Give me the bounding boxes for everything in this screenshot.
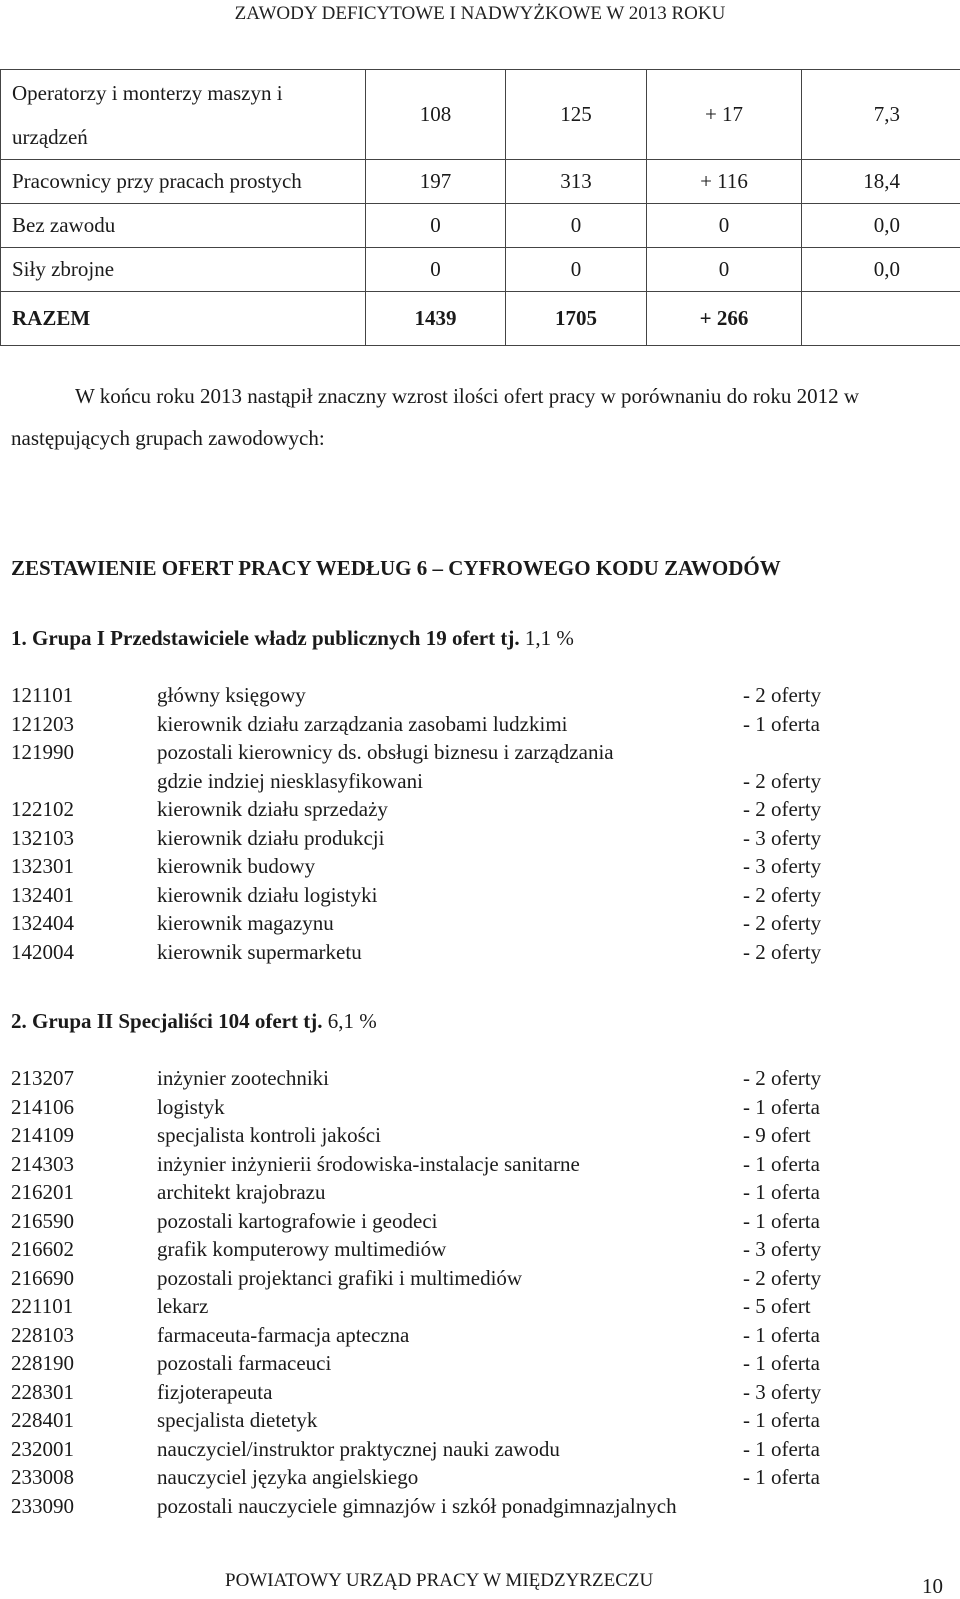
job-name: specjalista dietetyk bbox=[157, 1406, 317, 1435]
offer-count: - 1 oferta bbox=[743, 1349, 820, 1378]
job-code: 121203 bbox=[11, 710, 74, 739]
list-item bbox=[11, 1435, 951, 1464]
job-name: pozostali projektanci grafiki i multimediów bbox=[157, 1264, 522, 1293]
list-item bbox=[11, 1064, 951, 1093]
group2-pct: 6,1 % bbox=[328, 1009, 377, 1033]
value-diff: + 17 bbox=[647, 70, 802, 160]
intro-paragraph bbox=[11, 375, 941, 459]
offer-count: - 5 ofert bbox=[743, 1292, 811, 1321]
job-code: 232001 bbox=[11, 1435, 74, 1464]
value-2013: 125 bbox=[506, 70, 647, 160]
group2-list bbox=[11, 1064, 951, 1520]
table-row bbox=[1, 204, 960, 248]
list-item bbox=[11, 1406, 951, 1435]
row-label: Bez zawodu bbox=[1, 204, 366, 248]
job-name: kierownik działu sprzedaży bbox=[157, 795, 388, 824]
job-name: fizjoterapeuta bbox=[157, 1378, 272, 1407]
value-diff: 0 bbox=[647, 204, 802, 248]
value-diff: + 116 bbox=[647, 160, 802, 204]
job-code: 122102 bbox=[11, 795, 74, 824]
list-item bbox=[11, 881, 951, 910]
stats-table bbox=[0, 69, 960, 346]
value-2012: 0 bbox=[366, 248, 506, 292]
job-name: inżynier zootechniki bbox=[157, 1064, 329, 1093]
group1-list bbox=[11, 681, 951, 966]
job-name: kierownik działu logistyki bbox=[157, 881, 377, 910]
job-code: 121101 bbox=[11, 681, 73, 710]
row-label: RAZEM bbox=[1, 292, 366, 346]
value-pct bbox=[802, 292, 960, 346]
offer-count: - 1 oferta bbox=[743, 1178, 820, 1207]
job-code: 216590 bbox=[11, 1207, 74, 1236]
list-item bbox=[11, 1264, 951, 1293]
job-code: 221101 bbox=[11, 1292, 73, 1321]
offer-count: - 1 oferta bbox=[743, 1435, 820, 1464]
job-code: 132301 bbox=[11, 852, 74, 881]
value-2012: 1439 bbox=[366, 292, 506, 346]
value-pct: 0,0 bbox=[802, 248, 960, 292]
list-item bbox=[11, 681, 951, 710]
table-row bbox=[1, 248, 960, 292]
offer-count: - 1 oferta bbox=[743, 1207, 820, 1236]
job-code: 216690 bbox=[11, 1264, 74, 1293]
job-name: kierownik supermarketu bbox=[157, 938, 362, 967]
offer-count: - 3 oferty bbox=[743, 852, 821, 881]
list-item bbox=[11, 1093, 951, 1122]
offer-count: - 1 oferta bbox=[743, 1406, 820, 1435]
value-2013: 313 bbox=[506, 160, 647, 204]
row-label: Operatorzy i monterzy maszyn i urządzeń bbox=[1, 70, 366, 160]
job-name: pozostali nauczyciele gimnazjów i szkół ponadgimnazjalnych bbox=[157, 1492, 677, 1521]
value-2013: 0 bbox=[506, 248, 647, 292]
job-name: farmaceuta-farmacja apteczna bbox=[157, 1321, 409, 1350]
offer-count: - 3 oferty bbox=[743, 1378, 821, 1407]
job-code: 213207 bbox=[11, 1064, 74, 1093]
job-code: 132404 bbox=[11, 909, 74, 938]
list-item bbox=[11, 1121, 951, 1150]
job-code: 132103 bbox=[11, 824, 74, 853]
list-item bbox=[11, 824, 951, 853]
value-diff: 0 bbox=[647, 248, 802, 292]
row-label: Siły zbrojne bbox=[1, 248, 366, 292]
offer-count: - 2 oferty bbox=[743, 909, 821, 938]
job-code: 228103 bbox=[11, 1321, 74, 1350]
list-item bbox=[11, 1321, 951, 1350]
list-item bbox=[11, 938, 951, 967]
value-2012: 0 bbox=[366, 204, 506, 248]
list-item bbox=[11, 738, 951, 767]
group2-heading bbox=[11, 1009, 377, 1034]
value-2012: 108 bbox=[366, 70, 506, 160]
job-name: pozostali kartografowie i geodeci bbox=[157, 1207, 437, 1236]
table-row-total bbox=[1, 292, 960, 346]
job-name: nauczyciel języka angielskiego bbox=[157, 1463, 418, 1492]
job-name: nauczyciel/instruktor praktycznej nauki zawodu bbox=[157, 1435, 560, 1464]
list-item bbox=[11, 710, 951, 739]
offer-count: - 2 oferty bbox=[743, 795, 821, 824]
offer-count: - 3 oferty bbox=[743, 824, 821, 853]
offer-count: - 1 oferta bbox=[743, 710, 820, 739]
offer-count: - 1 oferta bbox=[743, 1463, 820, 1492]
value-2013: 1705 bbox=[506, 292, 647, 346]
row-label: Pracownicy przy pracach prostych bbox=[1, 160, 366, 204]
list-item bbox=[11, 1207, 951, 1236]
job-name: gdzie indziej niesklasyfikowani bbox=[157, 767, 423, 796]
job-name: inżynier inżynierii środowiska-instalacje sanitarne bbox=[157, 1150, 580, 1179]
job-name: kierownik działu zarządzania zasobami ludzkimi bbox=[157, 710, 568, 739]
job-code: 228401 bbox=[11, 1406, 74, 1435]
value-pct: 0,0 bbox=[802, 204, 960, 248]
list-item bbox=[11, 852, 951, 881]
intro-text: W końcu roku 2013 nastąpił znaczny wzrost ilości ofert pracy w porównaniu do roku 2012 w następujących grupach zawodowych: bbox=[11, 384, 859, 450]
job-code: 121990 bbox=[11, 738, 74, 767]
offer-count: - 3 oferty bbox=[743, 1235, 821, 1264]
value-pct: 7,3 bbox=[802, 70, 960, 160]
group1-heading bbox=[11, 626, 574, 651]
job-name: pozostali farmaceuci bbox=[157, 1349, 331, 1378]
job-name: kierownik działu produkcji bbox=[157, 824, 384, 853]
job-code: 228301 bbox=[11, 1378, 74, 1407]
job-code: 228190 bbox=[11, 1349, 74, 1378]
offer-count: - 9 ofert bbox=[743, 1121, 811, 1150]
list-item bbox=[11, 909, 951, 938]
table-row bbox=[1, 160, 960, 204]
job-name: logistyk bbox=[157, 1093, 225, 1122]
list-item bbox=[11, 1235, 951, 1264]
list-item bbox=[11, 1463, 951, 1492]
offer-count: - 1 oferta bbox=[743, 1321, 820, 1350]
job-code: 142004 bbox=[11, 938, 74, 967]
job-code: 214303 bbox=[11, 1150, 74, 1179]
group1-heading-text: 1. Grupa I Przedstawiciele władz publicznych 19 ofert tj. bbox=[11, 626, 520, 650]
list-item bbox=[11, 1150, 951, 1179]
job-name: lekarz bbox=[157, 1292, 208, 1321]
job-name: główny księgowy bbox=[157, 681, 306, 710]
offer-count: - 2 oferty bbox=[743, 1064, 821, 1093]
list-item bbox=[11, 1349, 951, 1378]
job-code: 216201 bbox=[11, 1178, 74, 1207]
value-pct: 18,4 bbox=[802, 160, 960, 204]
job-code: 233090 bbox=[11, 1492, 74, 1521]
list-item bbox=[11, 1292, 951, 1321]
job-name: kierownik budowy bbox=[157, 852, 315, 881]
offer-count: - 2 oferty bbox=[743, 767, 821, 796]
job-name: pozostali kierownicy ds. obsługi biznesu i zarządzania bbox=[157, 738, 614, 767]
value-diff: + 266 bbox=[647, 292, 802, 346]
list-item bbox=[11, 1492, 951, 1521]
group2-heading-text: 2. Grupa II Specjaliści 104 ofert tj. bbox=[11, 1009, 322, 1033]
job-name: architekt krajobrazu bbox=[157, 1178, 326, 1207]
table-row bbox=[1, 70, 960, 160]
offer-count: - 1 oferta bbox=[743, 1150, 820, 1179]
value-2012: 197 bbox=[366, 160, 506, 204]
list-item bbox=[11, 1178, 951, 1207]
job-name: kierownik magazynu bbox=[157, 909, 334, 938]
offer-count: - 2 oferty bbox=[743, 681, 821, 710]
list-item bbox=[11, 795, 951, 824]
page-header: ZAWODY DEFICYTOWE I NADWYŻKOWE W 2013 ROKU bbox=[0, 0, 960, 25]
list-item bbox=[11, 1378, 951, 1407]
list-item bbox=[11, 767, 951, 796]
job-name: grafik komputerowy multimediów bbox=[157, 1235, 446, 1264]
offer-count: - 2 oferty bbox=[743, 938, 821, 967]
offer-count: - 2 oferty bbox=[743, 1264, 821, 1293]
job-code: 132401 bbox=[11, 881, 74, 910]
group1-pct: 1,1 % bbox=[525, 626, 574, 650]
job-code: 214106 bbox=[11, 1093, 74, 1122]
job-code: 233008 bbox=[11, 1463, 74, 1492]
section-title: ZESTAWIENIE OFERT PRACY WEDŁUG 6 – CYFROWEGO KODU ZAWODÓW bbox=[11, 556, 781, 581]
job-name: specjalista kontroli jakości bbox=[157, 1121, 381, 1150]
job-code: 216602 bbox=[11, 1235, 74, 1264]
offer-count: - 1 oferta bbox=[743, 1093, 820, 1122]
job-code: 214109 bbox=[11, 1121, 74, 1150]
value-2013: 0 bbox=[506, 204, 647, 248]
page-number: 10 bbox=[922, 1574, 943, 1599]
page-footer: POWIATOWY URZĄD PRACY W MIĘDZYRZECZU bbox=[225, 1570, 653, 1592]
offer-count: - 2 oferty bbox=[743, 881, 821, 910]
